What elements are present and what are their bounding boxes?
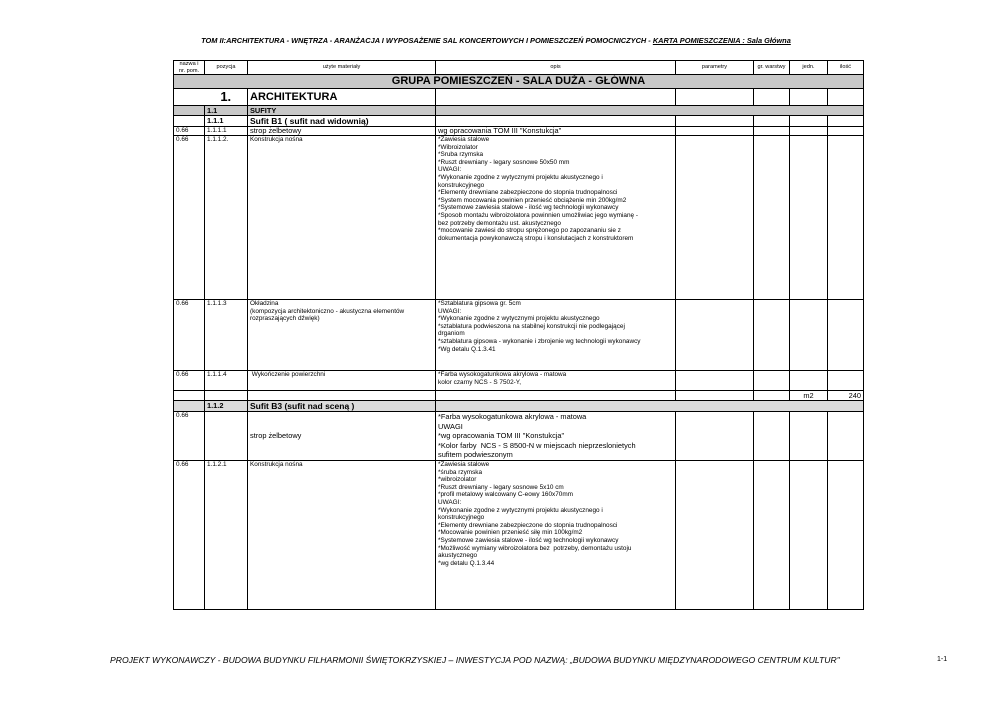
row-room: 0.66 [174,460,205,609]
col-parameters: parametry [676,61,754,75]
row-material: Konstrukcja nośna [248,136,436,300]
subsection-number: 1.1 [205,106,248,116]
table-row [174,460,864,609]
row-room: 0.66 [174,127,205,136]
row-position: 1.1.1.2. [205,136,248,300]
b1-total-row [174,391,864,401]
row-material: Wykończenie powierzchni [248,371,436,391]
row-material: strop żelbetowy [248,412,436,461]
section-number: 1. [205,89,248,106]
group-title-row [174,75,864,89]
row-position: 1.1.1.4 [205,371,248,391]
col-position: pozycja [205,61,248,75]
row-material: Okładzina (kompozycja architektoniczno - akustyczna elementów rozpraszających dźwięk) [248,300,436,371]
col-materials: użyte materiały [248,61,436,75]
row-room: 0.66 [174,371,205,391]
row-description: *Sztablatura gipsowa gr. 5cm UWAGI: *Wykonanie zgodne z wytycznymi projektu akustycznego *sztablatura podwieszona na stabilnej konstrukcji nie podlegającej drganiom *sztablatura gipsowa - wykonanie i zbrojenie wg technologii wykonawcy *Wg detalu Q.1.3.41 [436,300,676,371]
subsection-row [174,106,864,116]
col-description: opis [436,61,676,75]
row-room: 0.66 [174,136,205,300]
section-row [174,89,864,106]
b1-number: 1.1.1 [205,116,248,127]
column-header-row [174,61,864,75]
b1-header-row [174,116,864,127]
row-position: 1.1.1.1 [205,127,248,136]
table-row [174,136,864,300]
table-row [174,127,864,136]
col-unit: jedn. [790,61,828,75]
table-row [174,412,864,461]
b3-number: 1.1.2 [205,401,248,412]
row-description: *Zawiesia stalowe *Wibroizolator *Sruba rzymska *Ruszt drewniany - legary sosnowe 50x50 mm UWAGI: *Wykonanie zgodne z wytycznymi projektu akustycznego i konstrukcyjnego *Elementy drewniane zabezpieczone do stopnia trudnopalnosci *System mocowania powinien przenieść obciążenie min 200kg/m2 *Systemowe zawiesia stalowe - ilość wg technologii wykonawcy *Sposob montażu wibroizolatora powinnien umożliwiac jego wymianę - bez potrzeby demontażu ust. akustycznego *mocowanie zawiesi do stropu sprężonego po zapozananiu sie z dokumentacja powykonawczą stropu i konslutacjach z konstruktorem [436,136,676,300]
group-title: GRUPA POMIESZCZEŃ - SALA DUŻA - GŁÓWNA [174,75,864,89]
col-layer: gr. warstwy [754,61,790,75]
row-description: wg opracowania TOM III "Konstukcja" [436,127,676,136]
row-material: strop żelbetowy [248,127,436,136]
row-description: *Farba wysokogatunkowa akrylowa - matowa kolor czarny NCS - S 7502-Y, [436,371,676,391]
row-position: 1.1.1.3 [205,300,248,371]
b1-title: Sufit B1 ( sufit nad widownią) [248,116,436,127]
b1-unit: m2 [790,391,828,401]
col-room: nazwa i nr. pom. [174,61,205,75]
b3-title: Sufit B3 (sufit nad sceną ) [248,401,436,412]
table-row [174,300,864,371]
row-position: 1.1.2.1 [205,460,248,609]
row-description: *Farba wysokogatunkowa akrylowa - matowa UWAGI *wg opracowania TOM III "Konstukcja" *Kolor farby NCS - S 8500-N w miejscach nieprzeslonietych sufitem podwieszonym [436,412,676,461]
b3-header-row [174,401,864,412]
col-quantity: ilość [828,61,864,75]
room-card-table [173,60,864,610]
section-title: ARCHITEKTURA [248,89,436,106]
b1-quantity: 240 [828,391,864,401]
row-description: *Zawiesia stalowe *śruba rzymska *wibroizolator *Ruszt drewniany - legary sosnowe 5x10 cm *profil metalowy walcowany C-eowy 160x70mm UWAGI: *Wykonanie zgodne z wytycznymi projektu akustycznego i konstrukcyjnego *Elementy drewniane zabezpieczone do stopnia trudnopalnosci *Mocowanie powinien przenieść siłę min 100kg/m2 *Systemowe zawiesia stalowe - ilość wg technologii wykonawcy *Możliwość wymiany wibroizolatora bez potrzeby, demontażu ustoju akustycznego *wg detalu Q.1.3.44 [436,460,676,609]
page-number: 1-1 [937,656,948,663]
row-room: 0.66 [174,412,205,461]
header-card-title: KARTA POMIESZCZENIA : Sala Główna [652,36,791,45]
row-material: Konstrukcja nośna [248,460,436,609]
subsection-title: SUFITY [248,106,436,116]
row-room: 0.66 [174,300,205,371]
header-title: TOM II:ARCHITEKTURA - WNĘTRZA - ARANŻACJA I WYPOSAŻENIE SAL KONCERTOWYCH I POMIESZCZEŃ POMOCNICZYCH - [201,36,653,45]
row-position [205,412,248,461]
table-row [174,371,864,391]
document-footer: PROJEKT WYKONAWCZY - BUDOWA BUDYNKU FILHARMONII ŚWIĘTOKRZYSKIEJ – INWESTYCJA POD NAZWĄ: „BUDOWA BUDYNKU MIĘDZYNARODOWEGO CENTRUM KULTUR" [110,655,840,665]
document-header [0,36,992,45]
